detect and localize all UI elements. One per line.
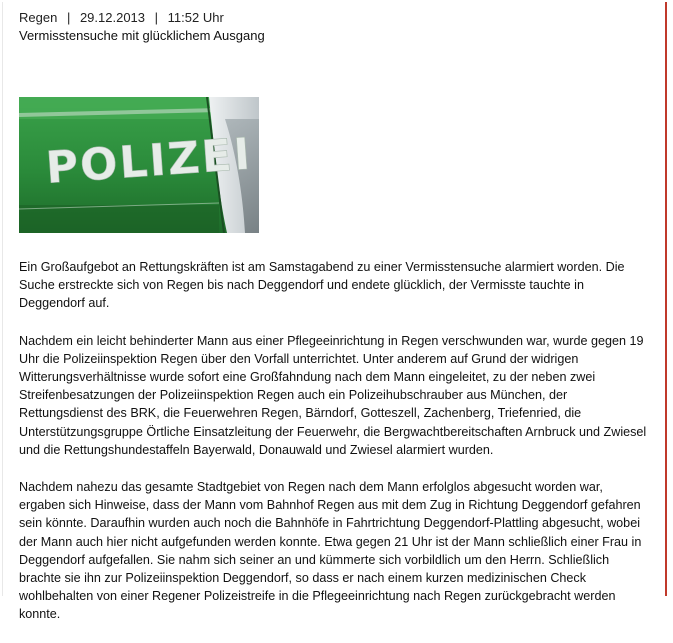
article-meta (19, 9, 224, 26)
article-paragraph: Nachdem nahezu das gesamte Stadtgebiet von Regen nach dem Mann erfolglos abgesucht worden war, ergaben sich Hinweise, dass der Mann vom Bahnhof Regen aus mit dem Zug in Richtung Deggendorf gefahren sein könnte. Daraufhin wurden auch noch die Bahnhöfe in Fahrtrichtung Deggendorf-Plattling abgesucht, wobei der Mann auch hier nicht aufgefunden werden konnte. Etwa gegen 21 Uhr ist der Mann schließlich einer Frau in Deggendorf aufgefallen. Sie nahm sich seiner an und kümmerte sich vorbildlich um den Herrn. Schließlich brachte sie ihn zur Polizeiinspektion Deggendorf, so dass er nach einem kurzen medizinischen Check wohlbehalten von einer Regener Polizeistreife in die Pflegeeinrichtung nach Regen zurückgebracht werden konnte. (19, 480, 642, 622)
meta-date: 29.12.2013 (79, 10, 146, 25)
meta-separator: | (154, 10, 159, 25)
polizei-lettering: POLIZEI (44, 128, 254, 194)
meta-time: 11:52 Uhr (167, 10, 224, 25)
meta-separator: | (66, 10, 71, 25)
article-headline: Vermisstensuche mit glücklichem Ausgang (19, 28, 265, 43)
meta-location: Regen (19, 10, 58, 25)
article-body (19, 258, 649, 643)
police-car-photo (19, 97, 259, 233)
article-paragraph: Ein Großaufgebot an Rettungskräften ist am Samstagabend zu einer Vermisstensuche alarmiert worden. Die Suche erstreckte sich von Regen bis nach Deggendorf und endete glücklich, der Vermisste tauchte in Deggendorf auf. (19, 260, 625, 311)
article-paragraph: Nachdem ein leicht behinderter Mann aus einer Pflegeeinrichtung in Regen verschwunden war, wurde gegen 19 Uhr die Polizeiinspektion Regen über den Vorfall unterrichtet. Unter anderem auf Grund der widrigen Witterungsverhältnisse wurde sofort eine Großfahndung nach dem Mann eingeleitet, zu der neben zwei Streifenbesatzungen der Polizeiinspektion Regen auch ein Polizeihubschrauber aus München, der Rettungsdienst des BRK, die Feuerwehren Regen, Bärndorf, Gotteszell, Zachenberg, Triefenried, die Unterstützungsgruppe Örtliche Einsatzleitung der Feuerwehr, die Bergwachtbereitschaften Arnbruck und Zwiesel und die Rettungshundestaffeln Bayerwald, Donauwald und Zwiesel alarmiert wurden. (19, 333, 647, 457)
